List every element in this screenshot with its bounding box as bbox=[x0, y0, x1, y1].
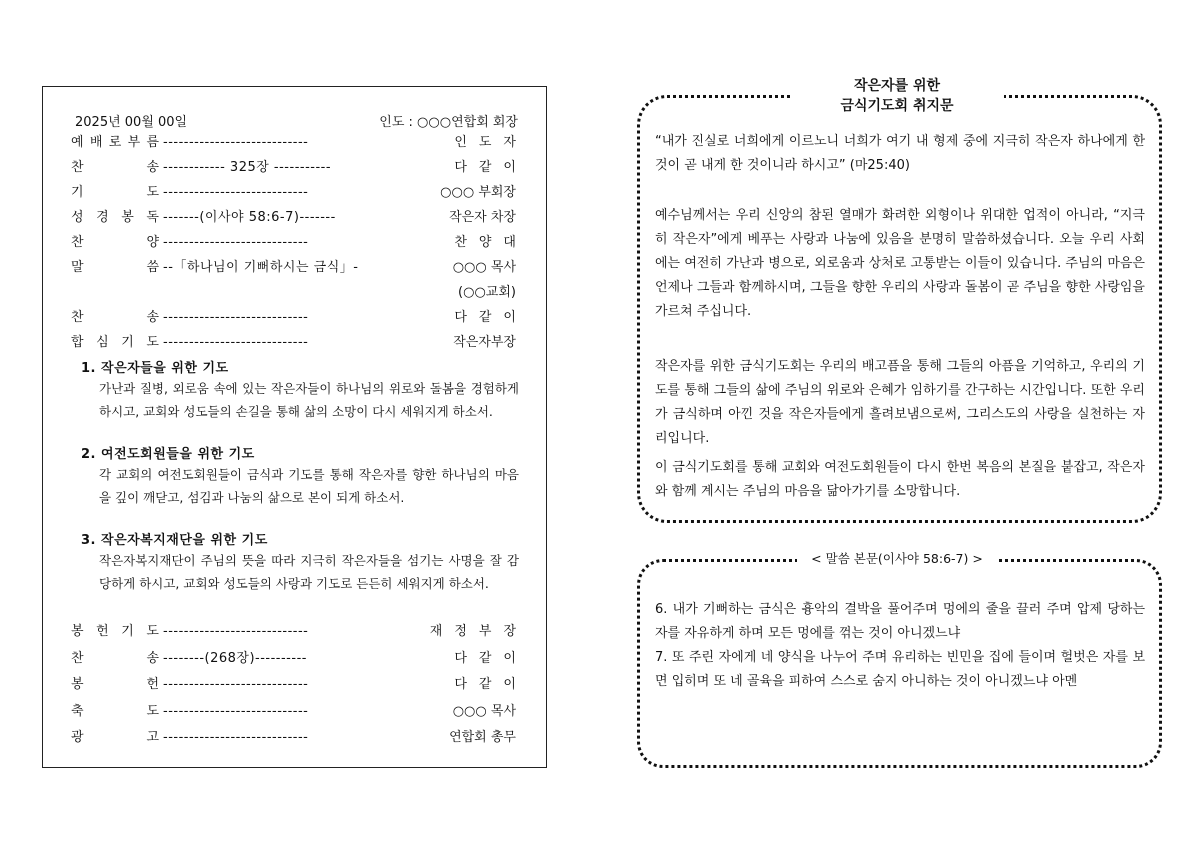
program-row-person: 다같이 bbox=[454, 160, 528, 175]
label-char: 부 bbox=[127, 135, 141, 150]
label-char: 합 bbox=[71, 335, 84, 350]
program-row-leader-dashes: ---------------------------- bbox=[163, 235, 309, 250]
program-row-label bbox=[71, 620, 159, 644]
label-char: 로 bbox=[108, 135, 122, 150]
program-row-label bbox=[71, 700, 159, 724]
program-row-leader-dashes: ---------------------------- bbox=[163, 135, 309, 150]
program-row-person: ○○○ 목사 bbox=[452, 260, 516, 275]
label-char: 봉 bbox=[71, 624, 84, 639]
program-row bbox=[43, 281, 546, 305]
label-char: 말 bbox=[71, 260, 84, 275]
program-row-person: (○○교회) bbox=[458, 285, 516, 300]
program-row-person: ○○○ 부회장 bbox=[440, 185, 516, 200]
purpose-title-line1: 작은자를 위한 bbox=[853, 78, 941, 94]
program-row bbox=[43, 131, 546, 155]
program-row bbox=[43, 673, 546, 697]
prayer-body: 작은자복지재단이 주님의 뜻을 따라 지극히 작은자들을 섬기는 사명을 잘 감당하게 하시고, 교회와 성도들의 사랑과 기도로 든든히 세워지게 하소서. bbox=[99, 553, 519, 591]
label-char: 기 bbox=[121, 624, 134, 639]
label-char: 광 bbox=[71, 730, 84, 745]
program-row-leader-dashes: ---------------------------- bbox=[163, 185, 309, 200]
program-row-person: 다같이 bbox=[454, 310, 528, 325]
scripture-title: < 말씀 본문(이사야 58:6-7) > bbox=[797, 549, 997, 569]
program-row-person: 다같이 bbox=[454, 677, 528, 692]
program-row bbox=[43, 256, 546, 280]
program-row-label bbox=[71, 256, 159, 280]
program-row-leader-dashes: ---------------------------- bbox=[163, 624, 309, 639]
program-row bbox=[43, 700, 546, 724]
prayer-title: 2. 여전도회원들을 위한 기도 bbox=[81, 447, 255, 462]
program-date: 2025년 00월 00일 bbox=[75, 115, 188, 130]
program-header bbox=[75, 111, 518, 131]
label-char: 씀 bbox=[146, 260, 159, 275]
label-char: 배 bbox=[89, 135, 103, 150]
label-char: 예 bbox=[71, 135, 84, 150]
label-char: 헌 bbox=[146, 677, 159, 692]
label-char: 독 bbox=[146, 210, 159, 225]
label-char: 송 bbox=[146, 160, 159, 175]
program-row-leader-dashes: --「하나님이 기뻐하시는 금식」- bbox=[163, 260, 359, 275]
program-row-label bbox=[71, 206, 159, 230]
program-row-label bbox=[71, 131, 159, 155]
label-char: 기 bbox=[121, 335, 134, 350]
program-row bbox=[43, 231, 546, 255]
purpose-paragraph-3: 이 금식기도회를 통해 교회와 여전도회원들이 다시 한번 복음의 본질을 붙잡고, 작은자와 함께 계시는 주님의 마음을 닮아가기를 소망합니다. bbox=[655, 460, 1145, 499]
label-char: 양 bbox=[146, 235, 159, 250]
purpose-title bbox=[790, 76, 1004, 116]
program-row-label bbox=[71, 181, 159, 205]
program-row-leader-dashes: ---------------------------- bbox=[163, 703, 309, 719]
label-char: 봉 bbox=[71, 677, 84, 692]
worship-program-panel bbox=[42, 86, 547, 768]
label-char: 경 bbox=[96, 210, 109, 225]
label-char: 심 bbox=[96, 335, 109, 350]
purpose-paragraph-1: 예수님께서는 우리 신앙의 참된 열매가 화려한 외형이나 위대한 업적이 아니라, “지극히 작은자”에게 베푸는 사랑과 나눔에 있음을 분명히 말씀하셨습니다. 오늘 우리 사회에는 여전히 가난과 병으로, 외로움과 상처로 고통받는 이들이 있습니다. 주님의 마음은 언제나 그들과 함께하시며, 그들을 향한 우리의 사랑과 돌봄이 곧 주님을 향한 사랑임을 가르쳐 주십니다. bbox=[655, 208, 1145, 319]
label-char: 헌 bbox=[96, 624, 109, 639]
program-row bbox=[43, 620, 546, 644]
label-char: 도 bbox=[146, 335, 159, 350]
program-row bbox=[43, 647, 546, 671]
program-row-leader-dashes: ---------------------------- bbox=[163, 677, 309, 692]
label-char: 찬 bbox=[71, 235, 84, 250]
program-row bbox=[43, 156, 546, 180]
label-char: 축 bbox=[71, 703, 84, 719]
label-char: 기 bbox=[71, 185, 84, 200]
program-row-person: 작은자부장 bbox=[453, 335, 516, 350]
program-row-leader-dashes: ---------------------------- bbox=[163, 730, 309, 745]
prayer-body: 가난과 질병, 외로움 속에 있는 작은자들이 하나님의 위로와 돌봄을 경험하게 하시고, 교회와 성도들의 손길을 통해 삶의 소망이 다시 세워지게 하소서. bbox=[99, 381, 519, 419]
program-row-label bbox=[71, 156, 159, 180]
prayer-title: 1. 작은자들을 위한 기도 bbox=[81, 361, 229, 376]
program-row-label bbox=[71, 726, 159, 750]
program-leader: 인도 : ○○○연합회 회장 bbox=[379, 115, 518, 130]
program-row-label bbox=[71, 647, 159, 671]
program-row bbox=[43, 206, 546, 230]
purpose-title-line2: 금식기도회 취지문 bbox=[840, 98, 954, 114]
program-row-leader-dashes: ---------------------------- bbox=[163, 335, 309, 350]
label-char: 도 bbox=[146, 703, 159, 719]
program-row-person: 재정부장 bbox=[429, 624, 528, 639]
program-row bbox=[43, 331, 546, 355]
prayer-body: 각 교회의 여전도회원들이 금식과 기도를 통해 작은자를 향한 하나님의 마음을 깊이 깨닫고, 섬김과 나눔의 삶으로 본이 되게 하소서. bbox=[99, 467, 519, 505]
label-char: 찬 bbox=[71, 160, 84, 175]
program-row-label bbox=[71, 306, 159, 330]
label-char: 송 bbox=[146, 310, 159, 325]
purpose-paragraph-2: 작은자를 위한 금식기도회는 우리의 배고픔을 통해 그들의 아픔을 기억하고, 우리의 기도를 통해 그들의 삶에 주님의 위로와 은혜가 임하기를 간구하는 시간입니다. 또한 우리가 금식하며 아낀 것을 작은자들에게 흘려보냄으로써, 그리스도의 사랑을 실천하는 자리입니다. bbox=[655, 359, 1145, 446]
program-row-label bbox=[71, 331, 159, 355]
label-char: 고 bbox=[146, 730, 159, 745]
program-row bbox=[43, 726, 546, 750]
label-char: 도 bbox=[146, 624, 159, 639]
scripture-verse-7: 7. 또 주린 자에게 네 양식을 나누어 주며 유리하는 빈민을 집에 들이며 헐벗은 자를 보면 입히며 또 네 골육을 피하여 스스로 숨지 아니하는 것이 아니겠느냐 아멘 bbox=[655, 650, 1145, 689]
scripture-verse-6: 6. 내가 기뻐하는 금식은 흉악의 결박을 풀어주며 멍에의 줄을 끌러 주며 압제 당하는 자를 자유하게 하며 모든 멍에를 꺾는 것이 아니겠느냐 bbox=[655, 602, 1145, 641]
prayer-title: 3. 작은자복지재단을 위한 기도 bbox=[81, 533, 268, 548]
label-char: 찬 bbox=[71, 650, 84, 666]
label-char: 송 bbox=[146, 650, 159, 666]
program-row-leader-dashes: ---------------------------- bbox=[163, 310, 309, 325]
program-row-leader-dashes: -------(이사야 58:6-7)------- bbox=[163, 210, 336, 225]
program-row bbox=[43, 181, 546, 205]
program-row-person: ○○○ 목사 bbox=[452, 703, 516, 719]
program-row-label bbox=[71, 673, 159, 697]
program-row-leader-dashes: ------------ 325장 ----------- bbox=[163, 160, 332, 175]
program-row-person: 작은자 차장 bbox=[449, 210, 516, 225]
program-row-person: 찬양대 bbox=[454, 235, 528, 250]
label-char: 성 bbox=[71, 210, 84, 225]
program-row-person: 다같이 bbox=[454, 650, 528, 666]
purpose-quote: “내가 진실로 너희에게 이르노니 너희가 여기 내 형제 중에 지극히 작은자 하나에게 한 것이 곧 내게 한 것이니라 하시고” (마25:40) bbox=[655, 134, 1145, 173]
program-row-person: 인도자 bbox=[454, 135, 528, 150]
program-row-label bbox=[71, 231, 159, 255]
label-char: 찬 bbox=[71, 310, 84, 325]
program-row bbox=[43, 306, 546, 330]
label-char: 도 bbox=[146, 185, 159, 200]
label-char: 름 bbox=[146, 135, 159, 150]
program-row-leader-dashes: --------(268장)---------- bbox=[163, 650, 307, 666]
label-char: 봉 bbox=[121, 210, 134, 225]
program-row-person: 연합회 총무 bbox=[449, 730, 516, 745]
